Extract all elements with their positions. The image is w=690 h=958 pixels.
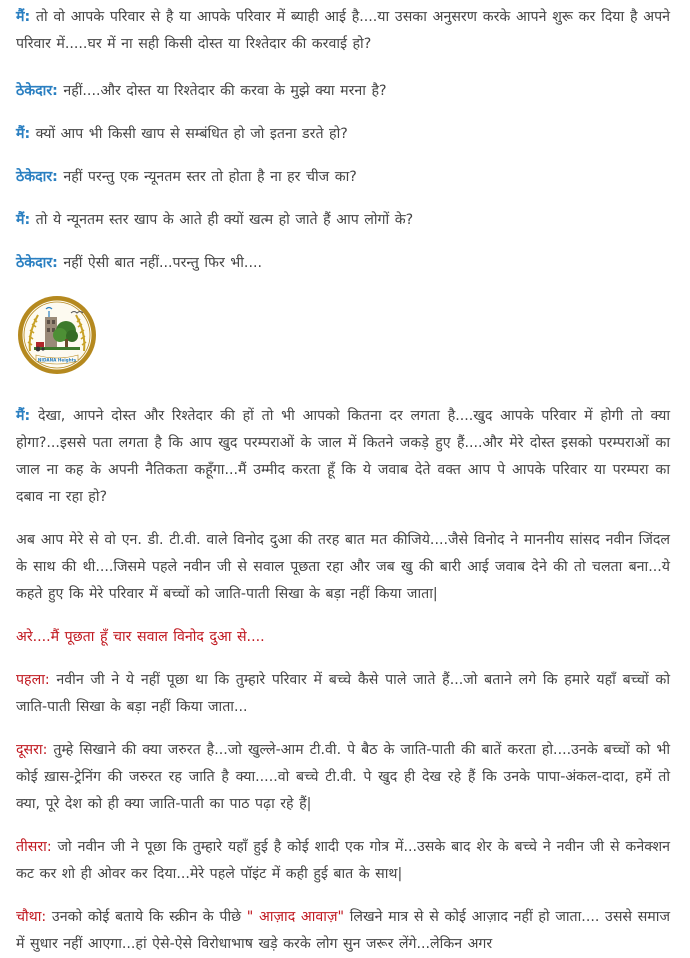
question-label: तीसरा: [16, 839, 52, 855]
speaker-label: मैं: [16, 9, 31, 25]
question-paragraph [16, 667, 670, 721]
dialogue-text: तो ये न्यूनतम स्तर खाप के आते ही क्यों खत्म हो जाते हैं आप लोगों के? [30, 212, 414, 228]
speaker-label: ठेकेदार: [16, 83, 58, 99]
nidana-heights-logo [16, 295, 98, 375]
question-paragraph [16, 737, 670, 818]
dialogue-line [16, 250, 670, 277]
question-text: जो नवीन जी ने पूछा कि तुम्हारे यहाँ हुई है कोई शादी एक गोत्र में...उसके बाद शेर के बच्चे ने नवीन जी से कनेक्शन कट कर शो ही ओवर कर दिया...मेरे पहले पॉइंट में कही हुई बात के साथ| [16, 839, 670, 882]
quoted-phrase: " आज़ाद आवाज़" [246, 909, 345, 925]
question-label: चौथा: [16, 909, 47, 925]
dialogue-line [16, 164, 670, 191]
question-text: उनको कोई बताये कि स्क्रीन के पीछे [46, 909, 247, 925]
dialogue-text: देखा, आपने दोस्त और रिश्तेदार की हों तो भी आपको कितना दर लगता है....खुद आपके परिवार में होगी तो क्या होगा?...इससे पता लगता है कि आप खुद परम्पराओं के जाल में कितने जकड़े हुए हैं....और मेरे दोस्त इसको परम्पराओं का जाल ना कह के अपनी नैतिकता कहूँगा...मैं उम्मीद करता हूँ कि ये जवाब देते वक्त आप पे आपके परिवार या परम्परा का दबाव ना रहा हो? [16, 408, 670, 505]
question-paragraph [16, 834, 670, 888]
dialogue-line [16, 4, 670, 58]
logo-caption: NIDANA Heights [37, 357, 77, 363]
question-text: लिखने मात्र से से कोई आज़ाद नहीं हो जाता.... उससे समाज में सुधार नहीं आएगा...हां ऐसे-ऐसे विरोधाभाष खड़े करके लोग सुन जरूर लेंगे...लेकिन अगर [16, 909, 670, 952]
dialogue-line [16, 207, 670, 234]
dialogue-line [16, 121, 670, 148]
logo-container [16, 295, 670, 375]
section-heading: अरे....मैं पूछता हूँ चार सवाल विनोद दुआ से.... [16, 629, 265, 645]
dialogue-text: नहीं परन्तु एक न्यूनतम स्तर तो होता है ना हर चीज का? [57, 169, 357, 185]
question-paragraph [16, 904, 670, 958]
speaker-label: ठेकेदार: [16, 255, 58, 271]
dialogue-text: नहीं....और दोस्त या रिश्तेदार की करवा के मुझे क्या मरना है? [57, 83, 387, 99]
speaker-label: मैं: [16, 408, 31, 424]
dialogue-line [16, 78, 670, 105]
question-label: पहला: [16, 672, 50, 688]
dialogue-text: तो वो आपके परिवार से है या आपके परिवार में ब्याही आई है....या उसका अनुसरण करके आपने शुरू कर दिया है अपने परिवार में.....घर में ना सही किसी दोस्त या रिश्तेदार की करवाई हो? [16, 9, 670, 52]
question-text: नवीन जी ने ये नहीं पूछा था कि तुम्हारे परिवार में बच्चे कैसे पाले जाते हैं...जो बताने लगे कि हमारे यहाँ बच्चों को जाति-पाती सिखा के बड़ा नहीं किया जाता... [16, 672, 670, 715]
question-label: दूसरा: [16, 742, 48, 758]
speaker-label: मैं: [16, 126, 31, 142]
dialogue-text: नहीं ऐसी बात नहीं...परन्तु फिर भी.... [57, 255, 262, 271]
speaker-label: ठेकेदार: [16, 169, 58, 185]
dialogue-text: क्यों आप भी किसी खाप से सम्बंधित हो जो इतना डरते हो? [30, 126, 348, 142]
speaker-label: मैं: [16, 212, 31, 228]
vinod-paragraph: अब आप मेरे से वो एन. डी. टी.वी. वाले विनोद दुआ की तरह बात मत कीजिये....जैसे विनोद ने माननीय सांसद नवीन जिंदल के साथ की थी....जिसमे पहले नवीन जी से सवाल पूछता रहा और जब खु की बारी आई जवाब देने की तो चलता बना...ये कहते हुए कि मेरे परिवार में बच्चों को जाति-पाती सिखा के बड़ा नहीं किया जाता| [16, 532, 670, 602]
dialogue-paragraph [16, 403, 670, 511]
question-text: तुम्हे सिखाने की क्या जरुरत है...जो खुल्ले-आम टी.वी. पे बैठ के जाति-पाती की बातें करता हो....उनके बच्चों को भी कोई ख़ास-ट्रेनिंग की जरुरत रह जाति है क्या.....वो बच्चे टी.वी. पे खुद ही देख रहे हैं कि उनके पापा-अंकल-दादा, हमें तो क्या, पूरे देश को ही क्या जाति-पाती का पाठ पढ़ा रहे हैं| [16, 742, 670, 812]
